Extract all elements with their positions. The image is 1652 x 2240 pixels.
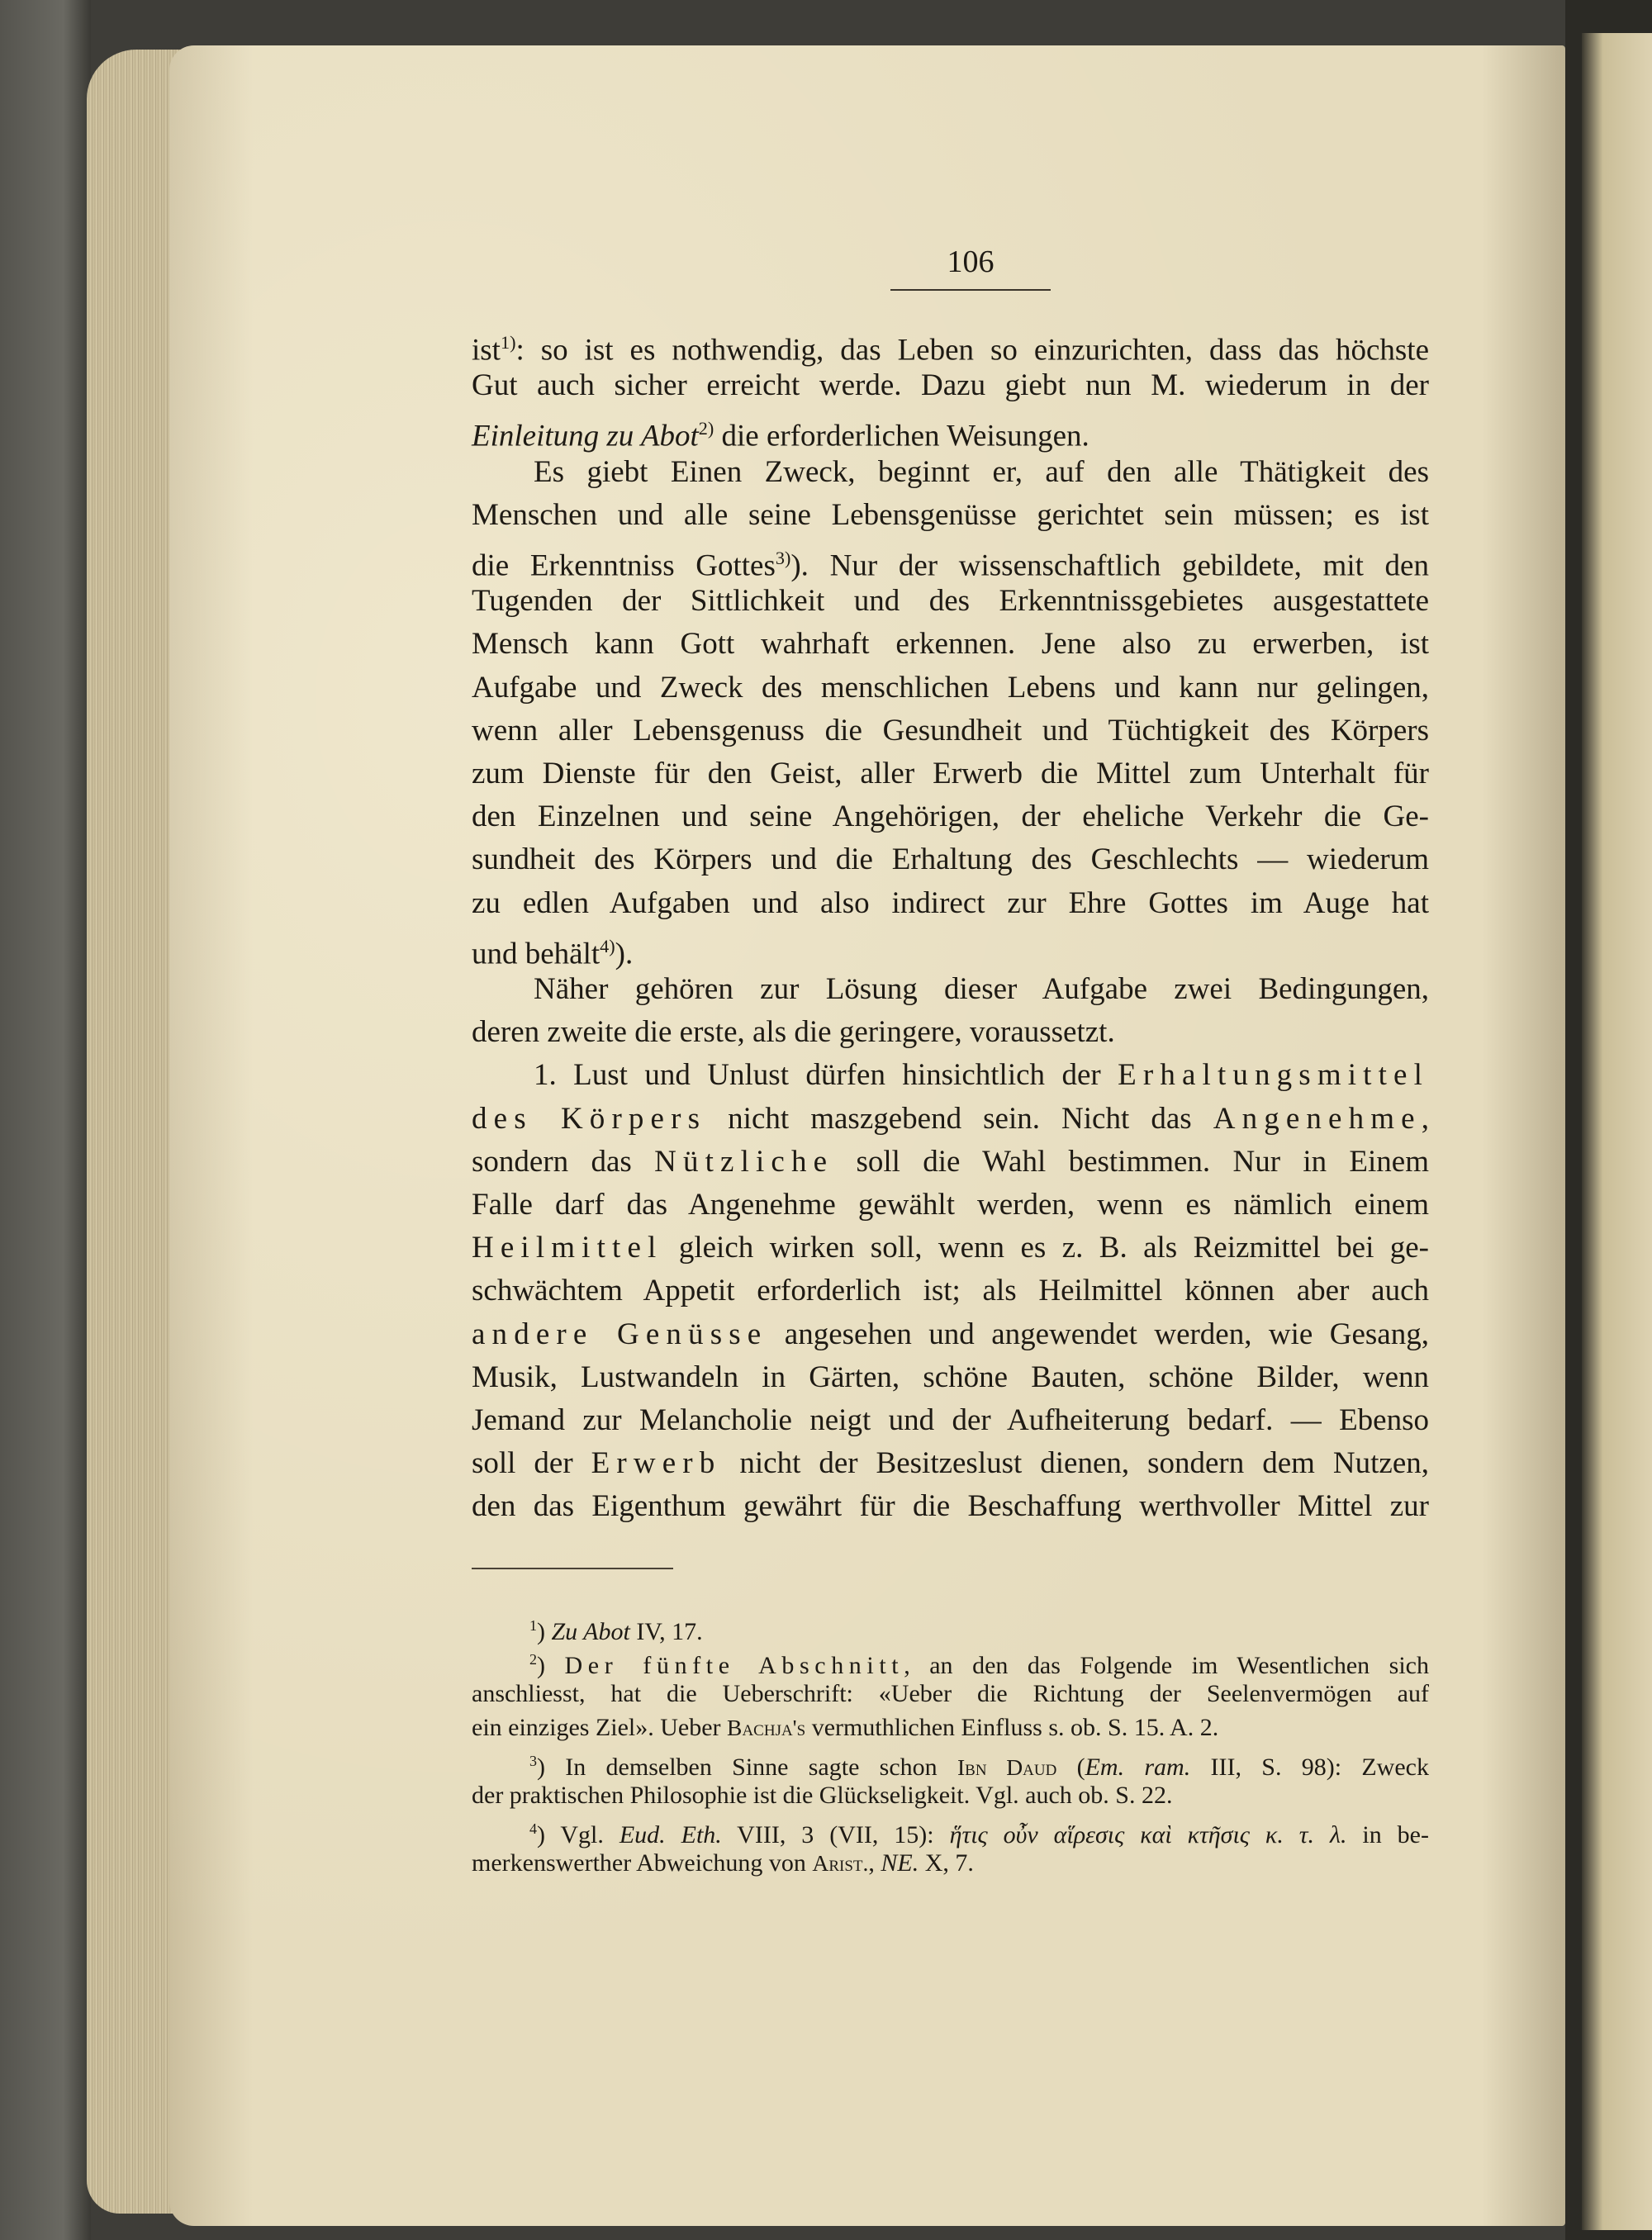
text-line-segment: Erhaltungsmittel — [1118, 1058, 1429, 1093]
text-line-segment: Es giebt Einen Zweck, beginnt er, auf den alle Thätigkeit des — [534, 454, 1429, 489]
scan-background-left — [0, 0, 91, 2240]
text-line-segment: soll die Wahl bestimmen. Nur in Einem — [833, 1144, 1430, 1179]
footnote-line-segment: Der fünfte Abschnitt — [564, 1652, 904, 1679]
footnote-line-segment: X, 7. — [919, 1849, 974, 1877]
text-line — [472, 1054, 1429, 1097]
text-line-segment: den das Eigenthum gewährt für die Beschaffung werthvoller Mittel zur — [472, 1489, 1429, 1524]
footnote-line-segment: IV, 17. — [629, 1618, 703, 1645]
text-line — [472, 1313, 1429, 1356]
footnote-line — [472, 1778, 1429, 1812]
text-line-segment: sundheit des Körpers und die Erhaltung des Geschlechts — wiederum — [472, 842, 1429, 877]
footnote-line-segment: 3 — [529, 1753, 537, 1769]
text-line-segment: 3) — [775, 548, 791, 568]
text-line-segment: deren zweite die erste, als die geringere, voraussetzt. — [472, 1015, 1115, 1050]
text-line-segment: gleich wirken soll, wenn es z. B. als Reizmittel bei ge- — [662, 1231, 1429, 1265]
text-line-segment: soll der — [472, 1446, 591, 1481]
text-line-segment: nicht der Besitzeslust dienen, sondern dem Nutzen, — [721, 1446, 1429, 1481]
text-line — [472, 795, 1429, 838]
text-line-segment: Näher gehören zur Lösung dieser Aufgabe zwei Bedingungen, — [534, 972, 1429, 1006]
footnote-line-segment: merkenswerther Abweichung von — [472, 1849, 813, 1877]
text-line — [472, 1011, 1429, 1054]
footnote-line-segment: , an den das Folgende im Wesentlichen sich — [904, 1652, 1429, 1679]
text-line-segment: andere Genüsse — [472, 1317, 768, 1351]
text-line-segment: Jemand zur Melancholie neigt und der Aufheiterung bedarf. — Ebenso — [472, 1403, 1429, 1437]
text-line — [472, 1227, 1429, 1269]
text-line-segment: Erwerb — [591, 1446, 722, 1481]
text-line — [472, 1184, 1429, 1227]
footnote-line-segment: ein einziges Ziel». Ueber — [472, 1714, 728, 1741]
text-line-segment: Einleitung zu Abot — [472, 419, 699, 453]
footnote-line-segment: Arist. — [812, 1850, 869, 1876]
footnote-line-segment: ) — [537, 1652, 565, 1679]
text-line-segment: : so ist es nothwendig, das Leben so einzurichten, dass das höchste — [515, 333, 1429, 368]
text-line — [472, 623, 1429, 666]
text-line — [472, 1399, 1429, 1442]
text-line-segment: , — [1421, 1101, 1429, 1136]
footnote-line — [472, 1677, 1429, 1711]
text-line — [472, 1485, 1429, 1528]
text-line-segment: den Einzelnen und seine Angehörigen, der eheliche Verkehr die Ge- — [472, 800, 1429, 834]
footnote-line-segment: ) Vgl. — [537, 1821, 620, 1848]
footnote-line-segment: ἥτις οὖν αἵρεσις καὶ κτῆσις κ. τ. λ. — [949, 1821, 1347, 1848]
footnote-line-segment: III, S. 98): Zweck — [1190, 1754, 1429, 1781]
text-line-segment: Menschen und alle seine Lebensgenüsse gerichtet sein müssen; es ist — [472, 497, 1429, 532]
text-line-segment: Falle darf das Angenehme gewählt werden, wenn es nämlich einem — [472, 1188, 1429, 1222]
text-line — [472, 1356, 1429, 1399]
text-line-segment: des Körpers — [472, 1101, 707, 1136]
footnote-line-segment: anschliesst, hat die Ueberschrift: «Ueber die Richtung der Seelenvermögen auf — [472, 1680, 1429, 1707]
text-line — [472, 882, 1429, 925]
footnote-line-segment: ) — [537, 1618, 552, 1645]
text-line — [472, 1442, 1429, 1485]
text-line-segment: zum Dienste für den Geist, aller Erwerb die Mittel zum Unterhalt für — [472, 757, 1429, 790]
text-line-segment: 2) — [698, 418, 714, 439]
text-line-segment: ist — [472, 333, 501, 368]
text-line-segment: wenn aller Lebensgenuss die Gesundheit und Tüchtigkeit des Körpers — [472, 713, 1429, 747]
text-line — [472, 580, 1429, 623]
footnote-line-segment: Em. ram. — [1085, 1754, 1191, 1781]
footnote-line-segment: 2 — [529, 1651, 537, 1668]
text-line-segment: sondern das — [472, 1144, 655, 1179]
text-line — [472, 364, 1429, 407]
text-line — [472, 1141, 1429, 1184]
text-line-segment: schwächtem Appetit erforderlich ist; als Heilmittel können aber auch — [472, 1274, 1429, 1308]
text-line-segment: Tugenden der Sittlichkeit und des Erkenntnissgebietes ausgestattete — [472, 584, 1429, 619]
page-number: 106 — [947, 244, 995, 279]
footnote-line-segment: in be- — [1346, 1821, 1429, 1848]
text-line-segment: die Erkenntniss Gottes — [472, 548, 776, 583]
text-line-segment: Heilmittel — [472, 1231, 663, 1265]
footnote-line-segment: VIII, 3 (VII, 15): — [721, 1821, 950, 1848]
text-line-segment: zu edlen Aufgaben und also indirect zur Ehre Gottes im Auge hat — [472, 885, 1429, 920]
footnote-line-segment: NE. — [881, 1849, 919, 1877]
footnote-line-segment: Eud. Eth. — [619, 1821, 722, 1848]
text-line-segment: ). — [615, 937, 634, 971]
text-line-segment: angesehen und angewendet werden, wie Gesang, — [767, 1317, 1429, 1351]
footnote-line-segment: ( — [1056, 1754, 1085, 1781]
text-line — [472, 494, 1429, 537]
text-line — [472, 1269, 1429, 1312]
footnote-line — [472, 1846, 1429, 1880]
footnote-line-segment: ) In demselben Sinne sagte schon — [537, 1754, 957, 1781]
text-line-segment: und behält — [472, 937, 601, 971]
next-page-edge — [1582, 33, 1652, 2230]
text-line-segment: 1) — [500, 332, 516, 353]
text-line-segment: Nützliche — [654, 1144, 834, 1179]
text-line-segment: die erforderlichen Weisungen. — [714, 419, 1089, 453]
footnote-separator — [472, 1568, 673, 1569]
footnote-line-segment: Zu Abot — [551, 1618, 630, 1645]
footnote-line-segment: Ibn Daud — [957, 1754, 1057, 1780]
footnote-line-segment: , — [868, 1849, 881, 1877]
footnote-line — [472, 1711, 1429, 1744]
footnote-line-segment: vermuthlichen Einfluss s. ob. S. 15. A. 2. — [805, 1714, 1219, 1741]
text-line — [472, 667, 1429, 709]
text-line-segment: 4) — [600, 935, 615, 956]
text-line-segment: Musik, Lustwandeln in Gärten, schöne Bauten, schöne Bilder, wenn — [472, 1360, 1429, 1394]
footnote-line-segment: 1 — [529, 1617, 537, 1634]
text-line-segment: ). Nur der wissenschaftlich gebildete, mit den — [790, 548, 1429, 583]
text-line — [472, 838, 1429, 881]
text-line-segment: Gut auch sicher erreicht werde. Dazu giebt nun M. wiederum in der — [472, 368, 1429, 403]
text-line-segment: Aufgabe und Zweck des menschlichen Lebens und kann nur gelingen, — [472, 670, 1429, 705]
text-line — [472, 752, 1429, 795]
text-line-segment: Mensch kann Gott wahrhaft erkennen. Jene also zu erwerben, ist — [472, 627, 1429, 662]
text-line-segment: nicht maszgebend sein. Nicht das — [706, 1101, 1213, 1136]
footnote-line-segment: Bachja's — [727, 1715, 806, 1740]
footnote-line-segment: 4 — [529, 1820, 537, 1837]
text-line — [472, 451, 1429, 494]
footnote-line-segment: der praktischen Philosophie ist die Glückseligkeit. Vgl. auch ob. S. 22. — [472, 1782, 1173, 1809]
text-line — [472, 1098, 1429, 1141]
text-line-segment: 1. Lust und Unlust dürfen hinsichtlich der — [534, 1058, 1118, 1093]
text-line-segment: Angenehme — [1213, 1101, 1422, 1136]
text-line — [472, 709, 1429, 752]
text-line — [472, 968, 1429, 1011]
page-number-rule — [890, 289, 1051, 291]
